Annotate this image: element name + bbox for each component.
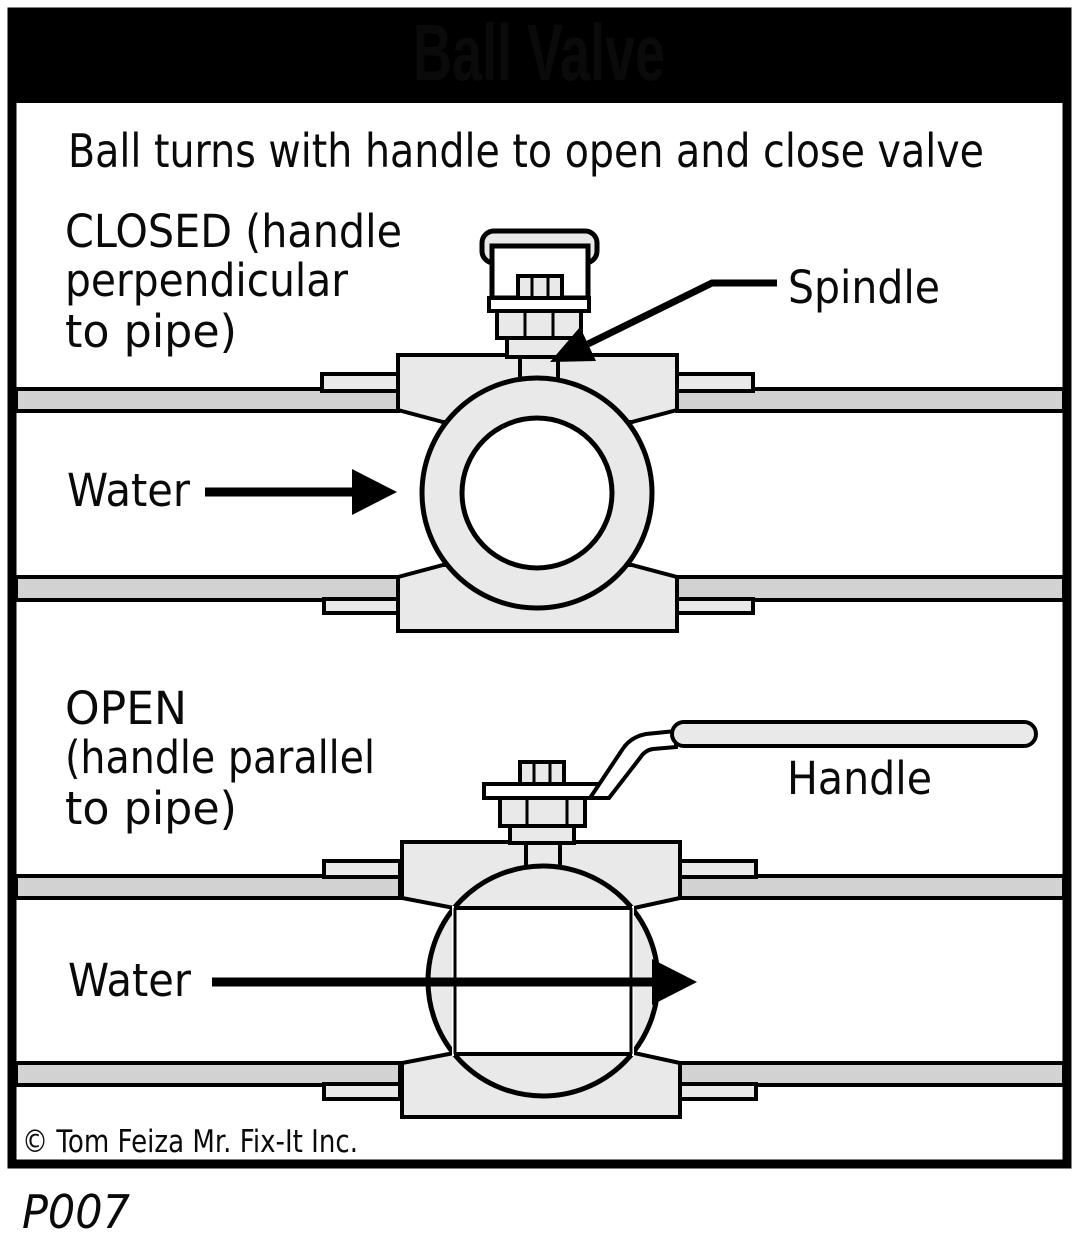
- union-step-bottom-left: [324, 599, 400, 613]
- spindle-label: Spindle: [788, 261, 940, 314]
- pipe-lower-left: [16, 577, 400, 600]
- pipe-lower-right: [677, 577, 1064, 600]
- copyright-text: © Tom Feiza Mr. Fix-It Inc.: [22, 1124, 358, 1160]
- closed-label-line2: perpendicular: [65, 254, 349, 307]
- union-step-bottom-left: [324, 1084, 400, 1099]
- open-label-line2: (handle parallel: [65, 731, 375, 784]
- union-step-top-left: [322, 374, 398, 391]
- closed-label-line3: to pipe): [65, 305, 237, 358]
- water-label-closed: Water: [67, 464, 191, 517]
- union-step-top-right: [677, 374, 753, 391]
- handle-bar: [672, 722, 1036, 746]
- pipe-lower-left: [16, 1063, 400, 1085]
- union-step-top-left: [324, 861, 400, 877]
- pipe-lower-right: [680, 1063, 1064, 1085]
- closed-label-line1: CLOSED (handle: [65, 205, 402, 258]
- packing-nut-lower: [510, 826, 574, 843]
- stem-nut: [518, 276, 562, 298]
- packing-nut: [500, 798, 585, 826]
- water-label-open: Water: [68, 954, 192, 1007]
- figure-code: P007: [22, 1185, 130, 1233]
- mounting-plate: [484, 784, 604, 798]
- page-title: Ball Valve: [413, 8, 665, 97]
- open-label-line3: to pipe): [65, 782, 237, 835]
- open-label-line1: OPEN: [65, 682, 187, 735]
- pipe-upper-left: [16, 876, 400, 898]
- ball-bore-face: [462, 418, 612, 568]
- pipe-upper-right: [680, 876, 1064, 898]
- handle-label: Handle: [787, 752, 932, 805]
- packing-nut: [497, 311, 581, 338]
- union-step-top-right: [680, 861, 756, 877]
- subtitle: Ball turns with handle to open and close valve: [68, 124, 984, 178]
- stem-nut: [520, 762, 564, 784]
- union-step-bottom-right: [680, 1084, 756, 1099]
- union-step-bottom-right: [677, 599, 753, 613]
